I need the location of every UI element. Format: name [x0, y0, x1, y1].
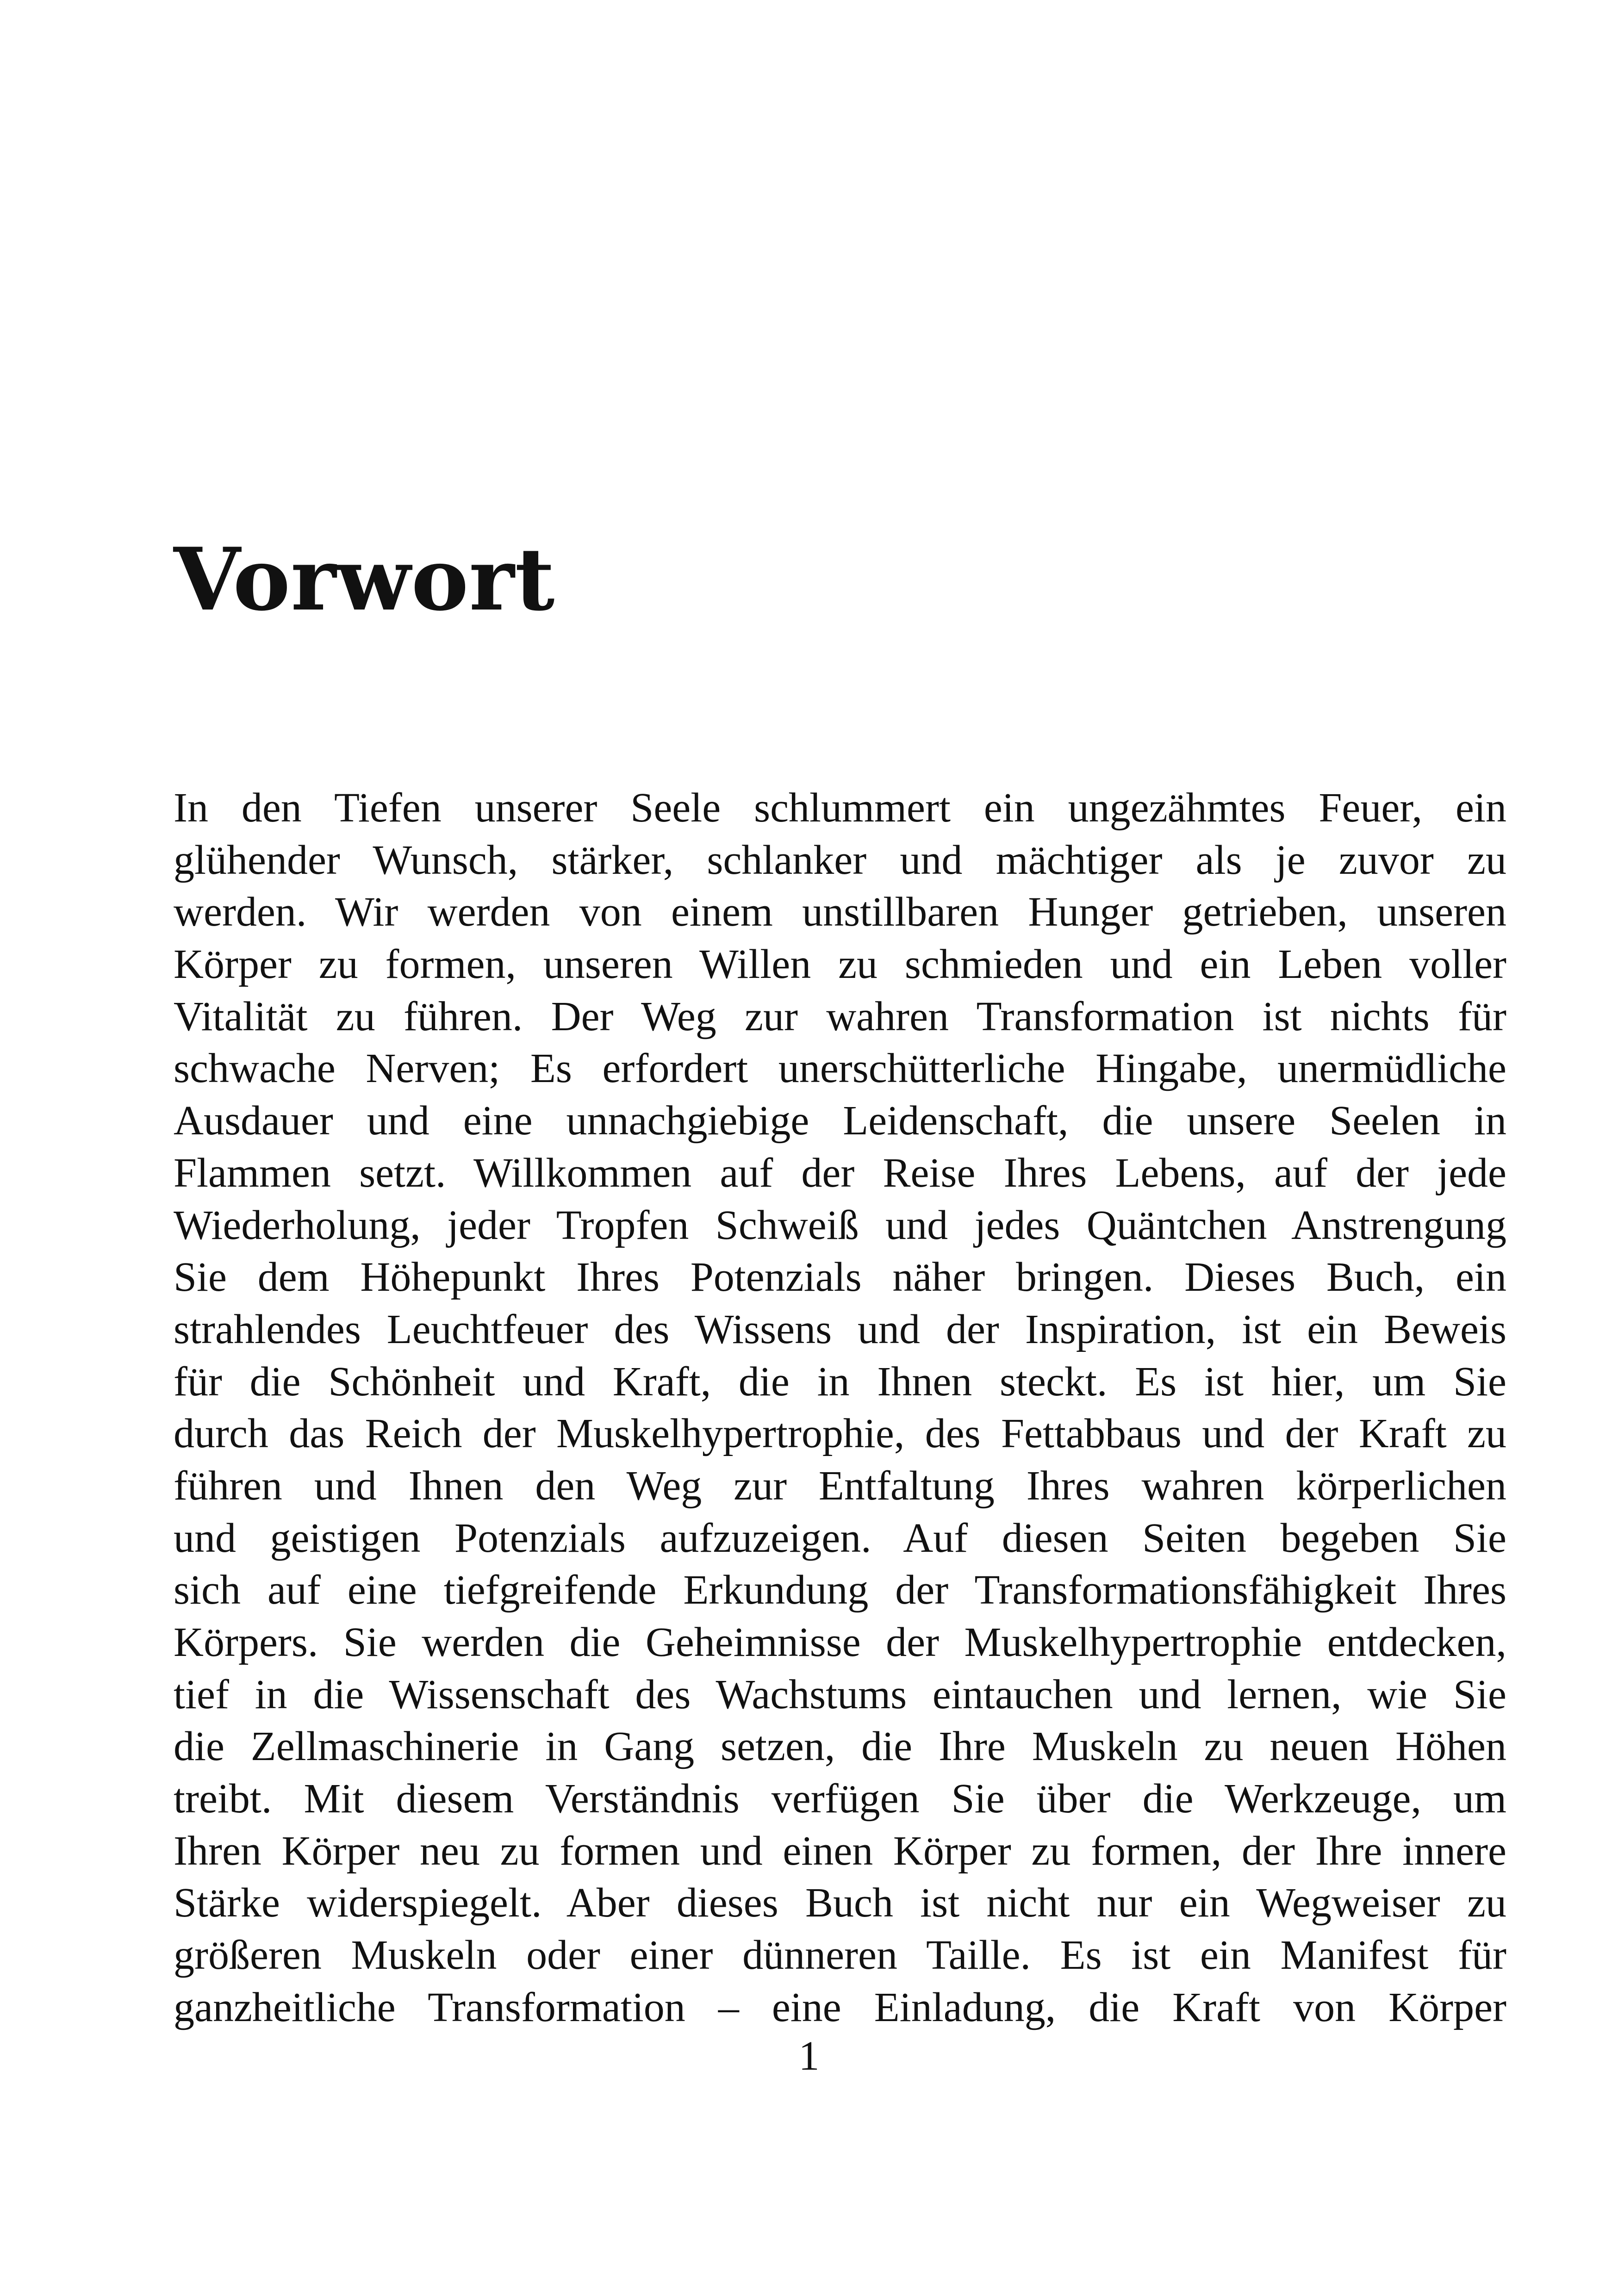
- paragraph-line: und geistigen Potenzials aufzuzeigen. Auf diesen Seiten begeben Sie: [174, 1515, 1506, 1561]
- paragraph-line: werden. Wir werden von einem unstillbaren Hunger getrieben, unseren: [174, 889, 1506, 935]
- paragraph-line: Flammen setzt. Willkommen auf der Reise Ihres Lebens, auf der jede: [174, 1150, 1506, 1196]
- paragraph-line: Ausdauer und eine unnachgiebige Leidenschaft, die unsere Seelen in: [174, 1098, 1506, 1144]
- paragraph-line: schwache Nerven; Es erfordert unerschütterliche Hingabe, unermüdliche: [174, 1045, 1506, 1092]
- paragraph-line: führen und Ihnen den Weg zur Entfaltung Ihres wahren körperlichen: [174, 1462, 1506, 1509]
- paragraph-line: strahlendes Leuchtfeuer des Wissens und der Inspiration, ist ein Beweis: [174, 1306, 1506, 1352]
- paragraph-line: die Zellmaschinerie in Gang setzen, die Ihre Muskeln zu neuen Höhen: [174, 1724, 1506, 1770]
- paragraph-line: größeren Muskeln oder einer dünneren Taille. Es ist ein Manifest für: [174, 1932, 1506, 1979]
- paragraph-line: tief in die Wissenschaft des Wachstums eintauchen und lernen, wie Sie: [174, 1671, 1506, 1717]
- paragraph-line: Körpers. Sie werden die Geheimnisse der Muskelhypertrophie entdecken,: [174, 1619, 1506, 1665]
- paragraph-line: für die Schönheit und Kraft, die in Ihnen steckt. Es ist hier, um Sie: [174, 1358, 1506, 1405]
- paragraph-line: Stärke widerspiegelt. Aber dieses Buch ist nicht nur ein Wegweiser zu: [174, 1880, 1506, 1926]
- paragraph-line: Wiederholung, jeder Tropfen Schweiß und jedes Quäntchen Anstrengung: [174, 1202, 1506, 1248]
- chapter-title: Vorwort: [174, 529, 555, 630]
- paragraph-line: sich auf eine tiefgreifende Erkundung der Transformationsfähigkeit Ihres: [174, 1567, 1506, 1613]
- paragraph-line: Sie dem Höhepunkt Ihres Potenzials näher bringen. Dieses Buch, ein: [174, 1254, 1506, 1300]
- paragraph-line: Körper zu formen, unseren Willen zu schmieden und ein Leben voller: [174, 941, 1506, 988]
- body-paragraph: [174, 782, 1506, 2034]
- paragraph-line: treibt. Mit diesem Verständnis verfügen Sie über die Werkzeuge, um: [174, 1776, 1506, 1822]
- paragraph-line: glühender Wunsch, stärker, schlanker und mächtiger als je zuvor zu: [174, 837, 1506, 883]
- paragraph-line: ganzheitliche Transformation – eine Einladung, die Kraft von Körper: [174, 1984, 1506, 2030]
- paragraph-line: Ihren Körper neu zu formen und einen Körper zu formen, der Ihre innere: [174, 1828, 1506, 1874]
- paragraph-line: Vitalität zu führen. Der Weg zur wahren Transformation ist nichts für: [174, 993, 1506, 1039]
- page-number: 1: [798, 2033, 820, 2079]
- paragraph-line: durch das Reich der Muskelhypertrophie, des Fettabbaus und der Kraft zu: [174, 1411, 1506, 1457]
- paragraph-line: In den Tiefen unserer Seele schlummert ein ungezähmtes Feuer, ein: [174, 785, 1506, 831]
